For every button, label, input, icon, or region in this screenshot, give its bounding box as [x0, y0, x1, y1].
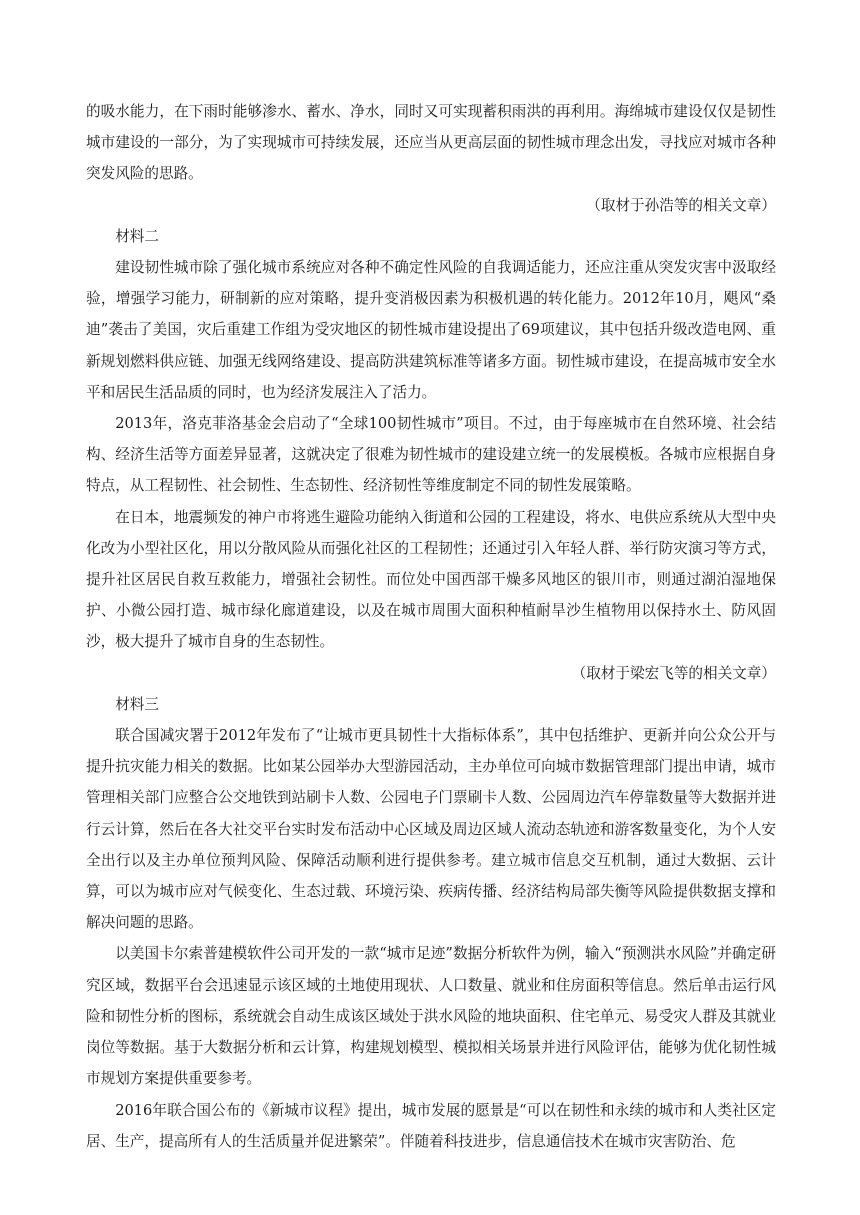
- source-citation-2: （取材于梁宏飞等的相关文章）: [571, 664, 776, 682]
- paragraph-resilient-city: 建设韧性城市除了强化城市系统应对各种不确定性风险的自我调适能力，还应注重从突发灾害中汲取经验，增强学习能力，研制新的应对策略，提升变消极因素为积极机遇的转化能力。2012年10月，飓风“桑迪”袭击了美国，灾后重建工作组为受灾地区的韧性城市建设提出了69项建议，其中包括升级改造电网、重新规划燃料供应链、加强无线网络建设、提高防洪建筑标准等诸多方面。韧性城市建设，在提高城市安全水平和居民生活品质的同时，也为经济发展注入了活力。: [86, 259, 776, 401]
- paragraph-un-indicators: 联合国减灾署于2012年发布了“让城市更具韧性十大指标体系”，其中包括维护、更新并向公众公开与提升抗灾能力相关的数据。比如某公园举办大型游园活动，主办单位可向城市数据管理部门提出申请，城市管理相关部门应整合公交地铁到站刷卡人数、公园电子门票刷卡人数、公园周边汽车停靠数量等大数据并进行云计算，然后在各大社交平台实时发布活动中心区域及周边区域人流动态轨迹和游客数量变化，为个人安全出行以及主办单位预判风险、保障活动顺利进行提供参考。建立城市信息交互机制，通过大数据、云计算，可以为城市应对气候变化、生态过载、环境污染、疾病传播、经济结构局部失衡等风险提供数据支撑和解决问题的思路。: [86, 727, 776, 932]
- section-heading-material-2: 材料二: [115, 227, 159, 245]
- paragraph-kobe-yinchuan: 在日本，地震频发的神户市将逃生避险功能纳入街道和公园的工程建设，将水、电供应系统从大型中央化改为小型社区化，用以分散风险从而强化社区的工程韧性；还通过引入年轻人群、举行防灾演习等方式，提升社区居民自救互救能力，增强社会韧性。而位处中国西部干燥多风地区的银川市，则通过湖泊湿地保护、小微公园打造、城市绿化廊道建设，以及在城市周围大面积种植耐旱沙生植物用以保持水土、防风固沙，极大提升了城市自身的生态韧性。: [86, 508, 776, 651]
- paragraph-urban-footprint: 以美国卡尔索普建模软件公司开发的一款“城市足迹”数据分析软件为例，输入“预测洪水风险”并确定研究区域，数据平台会迅速显示该区域的土地使用现状、人口数量、就业和住房面积等信息。然后单击运行风险和韧性分析的图标，系统就会自动生成该区域处于洪水风险的地块面积、住宅单元、易受灾人群及其就业岗位等数据。基于大数据分析和云计算，构建规划模型、模拟相关场景并进行风险评估，能够为优化韧性城市规划方案提供重要参考。: [86, 945, 776, 1088]
- section-heading-material-3: 材料三: [115, 695, 159, 713]
- paragraph-sponge-city: 的吸水能力，在下雨时能够渗水、蓄水、净水，同时又可实现蓄积雨洪的再利用。海绵城市建设仅仅是韧性城市建设的一部分，为了实现城市可持续发展，还应当从更高层面的韧性城市理念出发，寻找应对城市各种突发风险的思路。: [86, 103, 776, 183]
- source-citation-1: （取材于孙浩等的相关文章）: [586, 196, 776, 214]
- document-page: [86, 96, 776, 1157]
- paragraph-new-urban-agenda: 2016年联合国公布的《新城市议程》提出，城市发展的愿景是“可以在韧性和永续的城市和人类社区定居、生产，提高所有人的生活质量并促进繁荣”。伴随着科技进步，信息通信技术在城市灾害防治、危: [86, 1101, 776, 1150]
- paragraph-100-resilient-cities: 2013年，洛克菲洛基金会启动了“全球100韧性城市”项目。不过，由于每座城市在自然环境、社会结构、经济生活等方面差异显著，这就决定了很难为韧性城市的建设建立统一的发展模板。各城市应根据自身特点，从工程韧性、社会韧性、生态韧性、经济韧性等维度制定不同的韧性发展策略。: [86, 415, 776, 495]
